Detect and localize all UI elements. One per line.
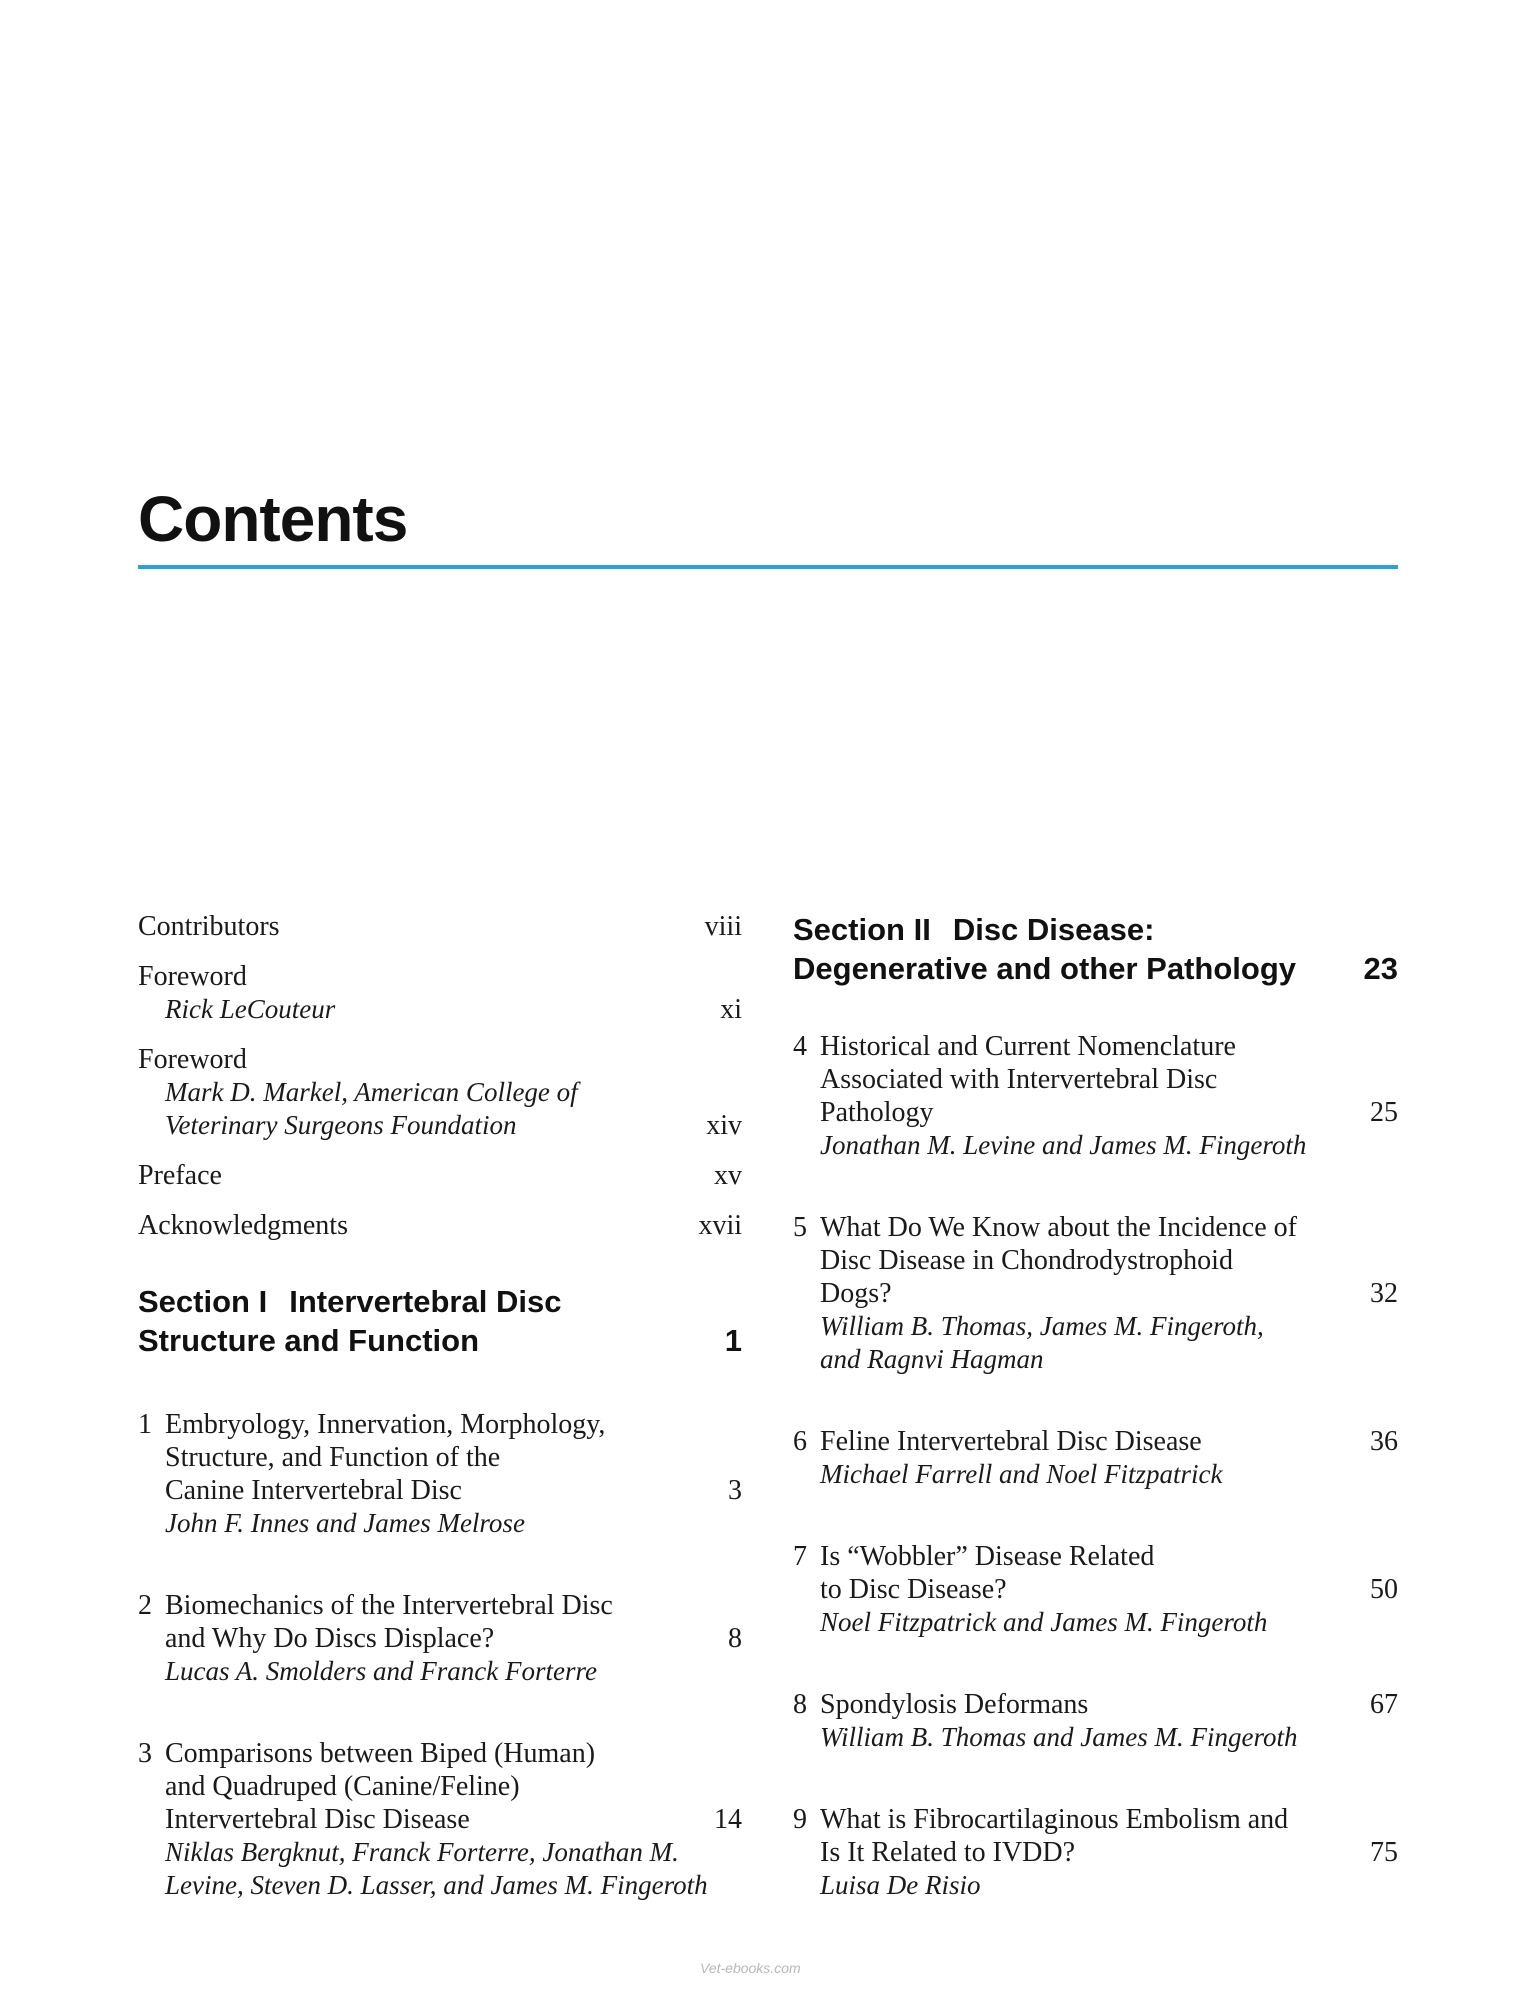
toc-entry-row bbox=[138, 910, 742, 943]
section-number: Section I bbox=[138, 1284, 268, 1319]
entry-author: Veterinary Surgeons Foundation bbox=[165, 1110, 517, 1140]
chapter-title: and Why Do Discs Displace? bbox=[165, 1623, 495, 1654]
chapter-entry[interactable] bbox=[793, 1688, 1398, 1754]
chapter-title: What Do We Know about the Incidence of bbox=[820, 1212, 1297, 1243]
chapter-title: What is Fibrocartilaginous Embolism and bbox=[820, 1804, 1289, 1835]
chapter-number: 4 bbox=[793, 1031, 807, 1062]
toc-right-column bbox=[793, 910, 1398, 1951]
chapter-entry[interactable] bbox=[138, 1737, 742, 1902]
page-number: 36 bbox=[1370, 1426, 1398, 1457]
toc-entry bbox=[138, 960, 742, 1026]
section-heading-line bbox=[138, 1321, 742, 1360]
chapter-entry[interactable] bbox=[793, 1211, 1398, 1376]
page-number: xiv bbox=[706, 1110, 742, 1141]
chapter-number: 5 bbox=[793, 1212, 807, 1243]
chapter-body bbox=[165, 1589, 742, 1688]
page-number: 14 bbox=[714, 1804, 742, 1835]
chapter-title: Historical and Current Nomenclature bbox=[820, 1031, 1236, 1062]
section-title: Degenerative and other Pathology bbox=[793, 951, 1296, 986]
chapter-title: Intervertebral Disc Disease bbox=[165, 1804, 470, 1835]
chapter-title: to Disc Disease? bbox=[820, 1574, 1007, 1605]
chapter-number: 6 bbox=[793, 1426, 807, 1457]
chapter-title: Dogs? bbox=[820, 1278, 892, 1309]
chapter-title: Comparisons between Biped (Human) bbox=[165, 1738, 596, 1769]
chapter-title: Is It Related to IVDD? bbox=[820, 1837, 1076, 1868]
chapter-body bbox=[820, 1425, 1398, 1491]
chapter-authors: Niklas Bergknut, Franck Forterre, Jonathan M. bbox=[165, 1837, 679, 1867]
toc-entry bbox=[138, 1209, 742, 1242]
chapter-title: Biomechanics of the Intervertebral Disc bbox=[165, 1590, 613, 1621]
page-number: 67 bbox=[1370, 1689, 1398, 1720]
page-number: xvii bbox=[698, 1210, 742, 1241]
section-2 bbox=[793, 910, 1398, 1902]
toc-entry-row bbox=[138, 1109, 742, 1142]
front-matter-list bbox=[138, 910, 742, 1242]
page-number: 32 bbox=[1370, 1278, 1398, 1309]
chapter-title: Pathology bbox=[820, 1097, 934, 1128]
chapter-entry[interactable] bbox=[793, 1803, 1398, 1902]
chapter-title: Spondylosis Deformans bbox=[820, 1689, 1089, 1720]
chapter-body bbox=[820, 1540, 1398, 1639]
chapter-title: Associated with Intervertebral Disc bbox=[820, 1064, 1218, 1095]
section-page-number: 1 bbox=[724, 1323, 742, 1358]
toc-entry-row bbox=[138, 993, 742, 1026]
chapter-number: 9 bbox=[793, 1804, 807, 1835]
chapter-title: Structure, and Function of the bbox=[165, 1442, 501, 1473]
entry-title[interactable]: Foreword bbox=[138, 961, 247, 992]
page-number: xi bbox=[720, 994, 742, 1025]
chapter-authors: Luisa De Risio bbox=[820, 1870, 981, 1900]
page-number: 25 bbox=[1370, 1097, 1398, 1128]
chapter-title: Canine Intervertebral Disc bbox=[165, 1475, 462, 1506]
chapter-authors: Michael Farrell and Noel Fitzpatrick bbox=[820, 1459, 1223, 1489]
page-number: 8 bbox=[728, 1623, 742, 1654]
chapter-authors: and Ragnvi Hagman bbox=[820, 1344, 1044, 1374]
chapter-title-row bbox=[165, 1803, 742, 1836]
entry-author: Mark D. Markel, American College of bbox=[165, 1077, 578, 1107]
chapter-entry[interactable] bbox=[793, 1030, 1398, 1162]
entry-title[interactable]: Acknowledgments bbox=[138, 1210, 348, 1241]
chapter-body bbox=[820, 1688, 1398, 1754]
chapter-authors: William B. Thomas and James M. Fingeroth bbox=[820, 1722, 1298, 1752]
watermark-logo: Vet-ebooks.com bbox=[700, 1960, 801, 1976]
chapter-title-row bbox=[820, 1277, 1398, 1310]
chapter-authors: Noel Fitzpatrick and James M. Fingeroth bbox=[820, 1607, 1268, 1637]
toc-entry bbox=[138, 910, 742, 943]
chapter-title-row bbox=[165, 1474, 742, 1507]
chapter-authors: Lucas A. Smolders and Franck Forterre bbox=[165, 1656, 597, 1686]
page-number: 75 bbox=[1370, 1837, 1398, 1868]
chapter-title: Disc Disease in Chondrodystrophoid bbox=[820, 1245, 1233, 1276]
chapter-title-row bbox=[820, 1573, 1398, 1606]
entry-title[interactable]: Contributors bbox=[138, 911, 280, 942]
chapter-title: Feline Intervertebral Disc Disease bbox=[820, 1426, 1202, 1457]
chapter-entry[interactable] bbox=[138, 1589, 742, 1688]
chapter-title: Embryology, Innervation, Morphology, bbox=[165, 1409, 606, 1440]
section-heading-line bbox=[793, 949, 1398, 988]
section-1 bbox=[138, 1282, 742, 1902]
chapter-authors: William B. Thomas, James M. Fingeroth, bbox=[820, 1311, 1264, 1341]
chapter-entry[interactable] bbox=[793, 1540, 1398, 1639]
toc-left-column bbox=[138, 910, 742, 1951]
chapter-number: 2 bbox=[138, 1590, 152, 1621]
section-title: Intervertebral Disc bbox=[289, 1284, 562, 1319]
chapter-authors: Jonathan M. Levine and James M. Fingeroth bbox=[820, 1130, 1307, 1160]
toc-entry-row bbox=[138, 1159, 742, 1192]
chapter-number: 1 bbox=[138, 1409, 152, 1440]
chapter-number: 3 bbox=[138, 1738, 152, 1769]
chapter-number: 7 bbox=[793, 1541, 807, 1572]
chapter-body bbox=[820, 1211, 1398, 1376]
section-page-number: 23 bbox=[1363, 951, 1398, 986]
chapter-title-row bbox=[820, 1425, 1398, 1458]
chapter-body bbox=[165, 1408, 742, 1540]
chapter-title-row bbox=[165, 1622, 742, 1655]
chapter-title: and Quadruped (Canine/Feline) bbox=[165, 1771, 520, 1802]
page-number: viii bbox=[704, 911, 742, 942]
section-heading[interactable] bbox=[138, 1282, 742, 1360]
toc-entry-row bbox=[138, 1209, 742, 1242]
chapter-title: Is “Wobbler” Disease Related bbox=[820, 1541, 1155, 1572]
chapter-entry[interactable] bbox=[793, 1425, 1398, 1491]
page-number: 3 bbox=[728, 1475, 742, 1506]
chapter-number: 8 bbox=[793, 1689, 807, 1720]
section-heading-line bbox=[793, 910, 1398, 949]
section-title: Structure and Function bbox=[138, 1323, 479, 1358]
chapter-body bbox=[820, 1030, 1398, 1162]
chapter-entry[interactable] bbox=[138, 1408, 742, 1540]
page-title: Contents bbox=[138, 483, 408, 555]
section-heading[interactable] bbox=[793, 910, 1398, 988]
entry-title[interactable]: Preface bbox=[138, 1160, 222, 1191]
entry-author: Rick LeCouteur bbox=[165, 994, 336, 1024]
chapter-title-row bbox=[820, 1096, 1398, 1129]
section-number: Section II bbox=[793, 912, 931, 947]
chapter-authors: John F. Innes and James Melrose bbox=[165, 1508, 525, 1538]
page-number: xv bbox=[714, 1160, 742, 1191]
page-number: 50 bbox=[1370, 1574, 1398, 1605]
toc-entry bbox=[138, 1159, 742, 1192]
toc-entry bbox=[138, 1043, 742, 1142]
chapter-body bbox=[165, 1737, 742, 1902]
section-title: Disc Disease: bbox=[952, 912, 1155, 947]
chapter-body bbox=[820, 1803, 1398, 1902]
chapter-title-row bbox=[820, 1836, 1398, 1869]
chapter-title-row bbox=[820, 1688, 1398, 1721]
section-heading-line bbox=[138, 1282, 742, 1321]
entry-title[interactable]: Foreword bbox=[138, 1044, 247, 1075]
title-rule bbox=[138, 565, 1398, 569]
chapter-authors: Levine, Steven D. Lasser, and James M. Fingeroth bbox=[165, 1870, 708, 1900]
